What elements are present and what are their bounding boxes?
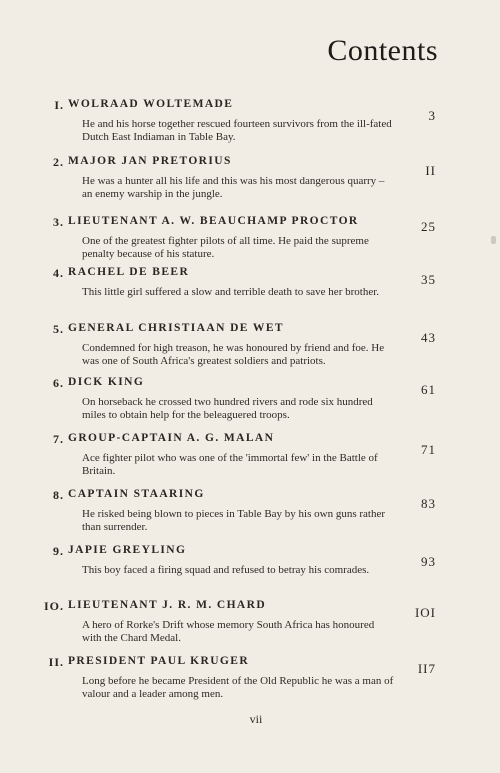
entry-number: 6.	[53, 376, 64, 390]
entry-number: 2.	[53, 155, 64, 169]
paper-blemish	[491, 236, 496, 244]
entry-description: This boy faced a firing squad and refused to betray his comrades.	[82, 564, 370, 576]
entry-page-number: 93	[421, 554, 436, 569]
entry-title: PRESIDENT PAUL KRUGER	[68, 655, 250, 667]
entry-page-number: 3	[428, 108, 436, 123]
entry-title: CAPTAIN STAARING	[68, 488, 205, 500]
entry-page-number: 25	[421, 219, 436, 234]
entry-title: MAJOR JAN PRETORIUS	[68, 155, 232, 167]
entry-page-number: 83	[421, 496, 436, 511]
entry-title: DICK KING	[68, 376, 145, 388]
entry-number: 3.	[53, 215, 64, 229]
entry-description: Long before he became President of the Old Republic he was a man of valour and a leader among men.	[82, 675, 394, 700]
entry-number: 9.	[53, 544, 64, 558]
entry-description: Condemned for high treason, he was honoured by friend and foe. He was one of South Africa's greatest soldiers and patriots.	[82, 342, 385, 367]
entry-number: I.	[54, 98, 64, 112]
entry-page-number: 61	[421, 382, 436, 397]
entry-description: Ace fighter pilot who was one of the 'immortal few' in the Battle of Britain.	[82, 452, 378, 477]
entry-number: II.	[48, 655, 64, 669]
entry-page-number: IOI	[414, 605, 436, 620]
entry-page-number: 35	[421, 272, 436, 287]
entry-number: 5.	[53, 322, 64, 336]
entry-page-number: II	[425, 163, 436, 178]
entry-number: 8.	[53, 488, 64, 502]
entry-page-number: II7	[417, 661, 436, 676]
entry-title: JAPIE GREYLING	[68, 544, 187, 556]
entry-description: One of the greatest fighter pilots of all time. He paid the supreme penalty because of his stature.	[82, 235, 369, 260]
entry-description: He risked being blown to pieces in Table Bay by his own guns rather than surrender.	[82, 508, 385, 533]
page-title: Contents	[327, 34, 438, 67]
entry-title: RACHEL DE BEER	[68, 266, 190, 278]
entry-number: 7.	[53, 432, 64, 446]
entry-description: A hero of Rorke's Drift whose memory South Africa has honoured with the Chard Medal.	[82, 619, 375, 644]
entry-page-number: 43	[421, 330, 436, 345]
entry-page-number: 71	[421, 442, 436, 457]
entry-title: GENERAL CHRISTIAAN DE WET	[68, 322, 284, 334]
entry-number: 4.	[53, 266, 64, 280]
entry-description: He was a hunter all his life and this was his most dangerous quarry – an enemy warship in the jungle.	[82, 175, 385, 200]
entry-title: WOLRAAD WOLTEMADE	[68, 98, 234, 110]
entry-title: LIEUTENANT A. W. BEAUCHAMP PROCTOR	[68, 215, 359, 227]
entry-description: He and his horse together rescued fourteen survivors from the ill-fated Dutch East Indiaman in Table Bay.	[82, 118, 392, 143]
entry-title: LIEUTENANT J. R. M. CHARD	[68, 599, 267, 611]
entry-title: GROUP-CAPTAIN A. G. MALAN	[68, 432, 275, 444]
page-folio: vii	[249, 712, 263, 726]
entry-number: IO.	[43, 599, 64, 613]
entry-description: On horseback he crossed two hundred rivers and rode six hundred miles to obtain help for the beleaguered troops.	[82, 396, 373, 421]
entry-description: This little girl suffered a slow and terrible death to save her brother.	[82, 286, 380, 298]
